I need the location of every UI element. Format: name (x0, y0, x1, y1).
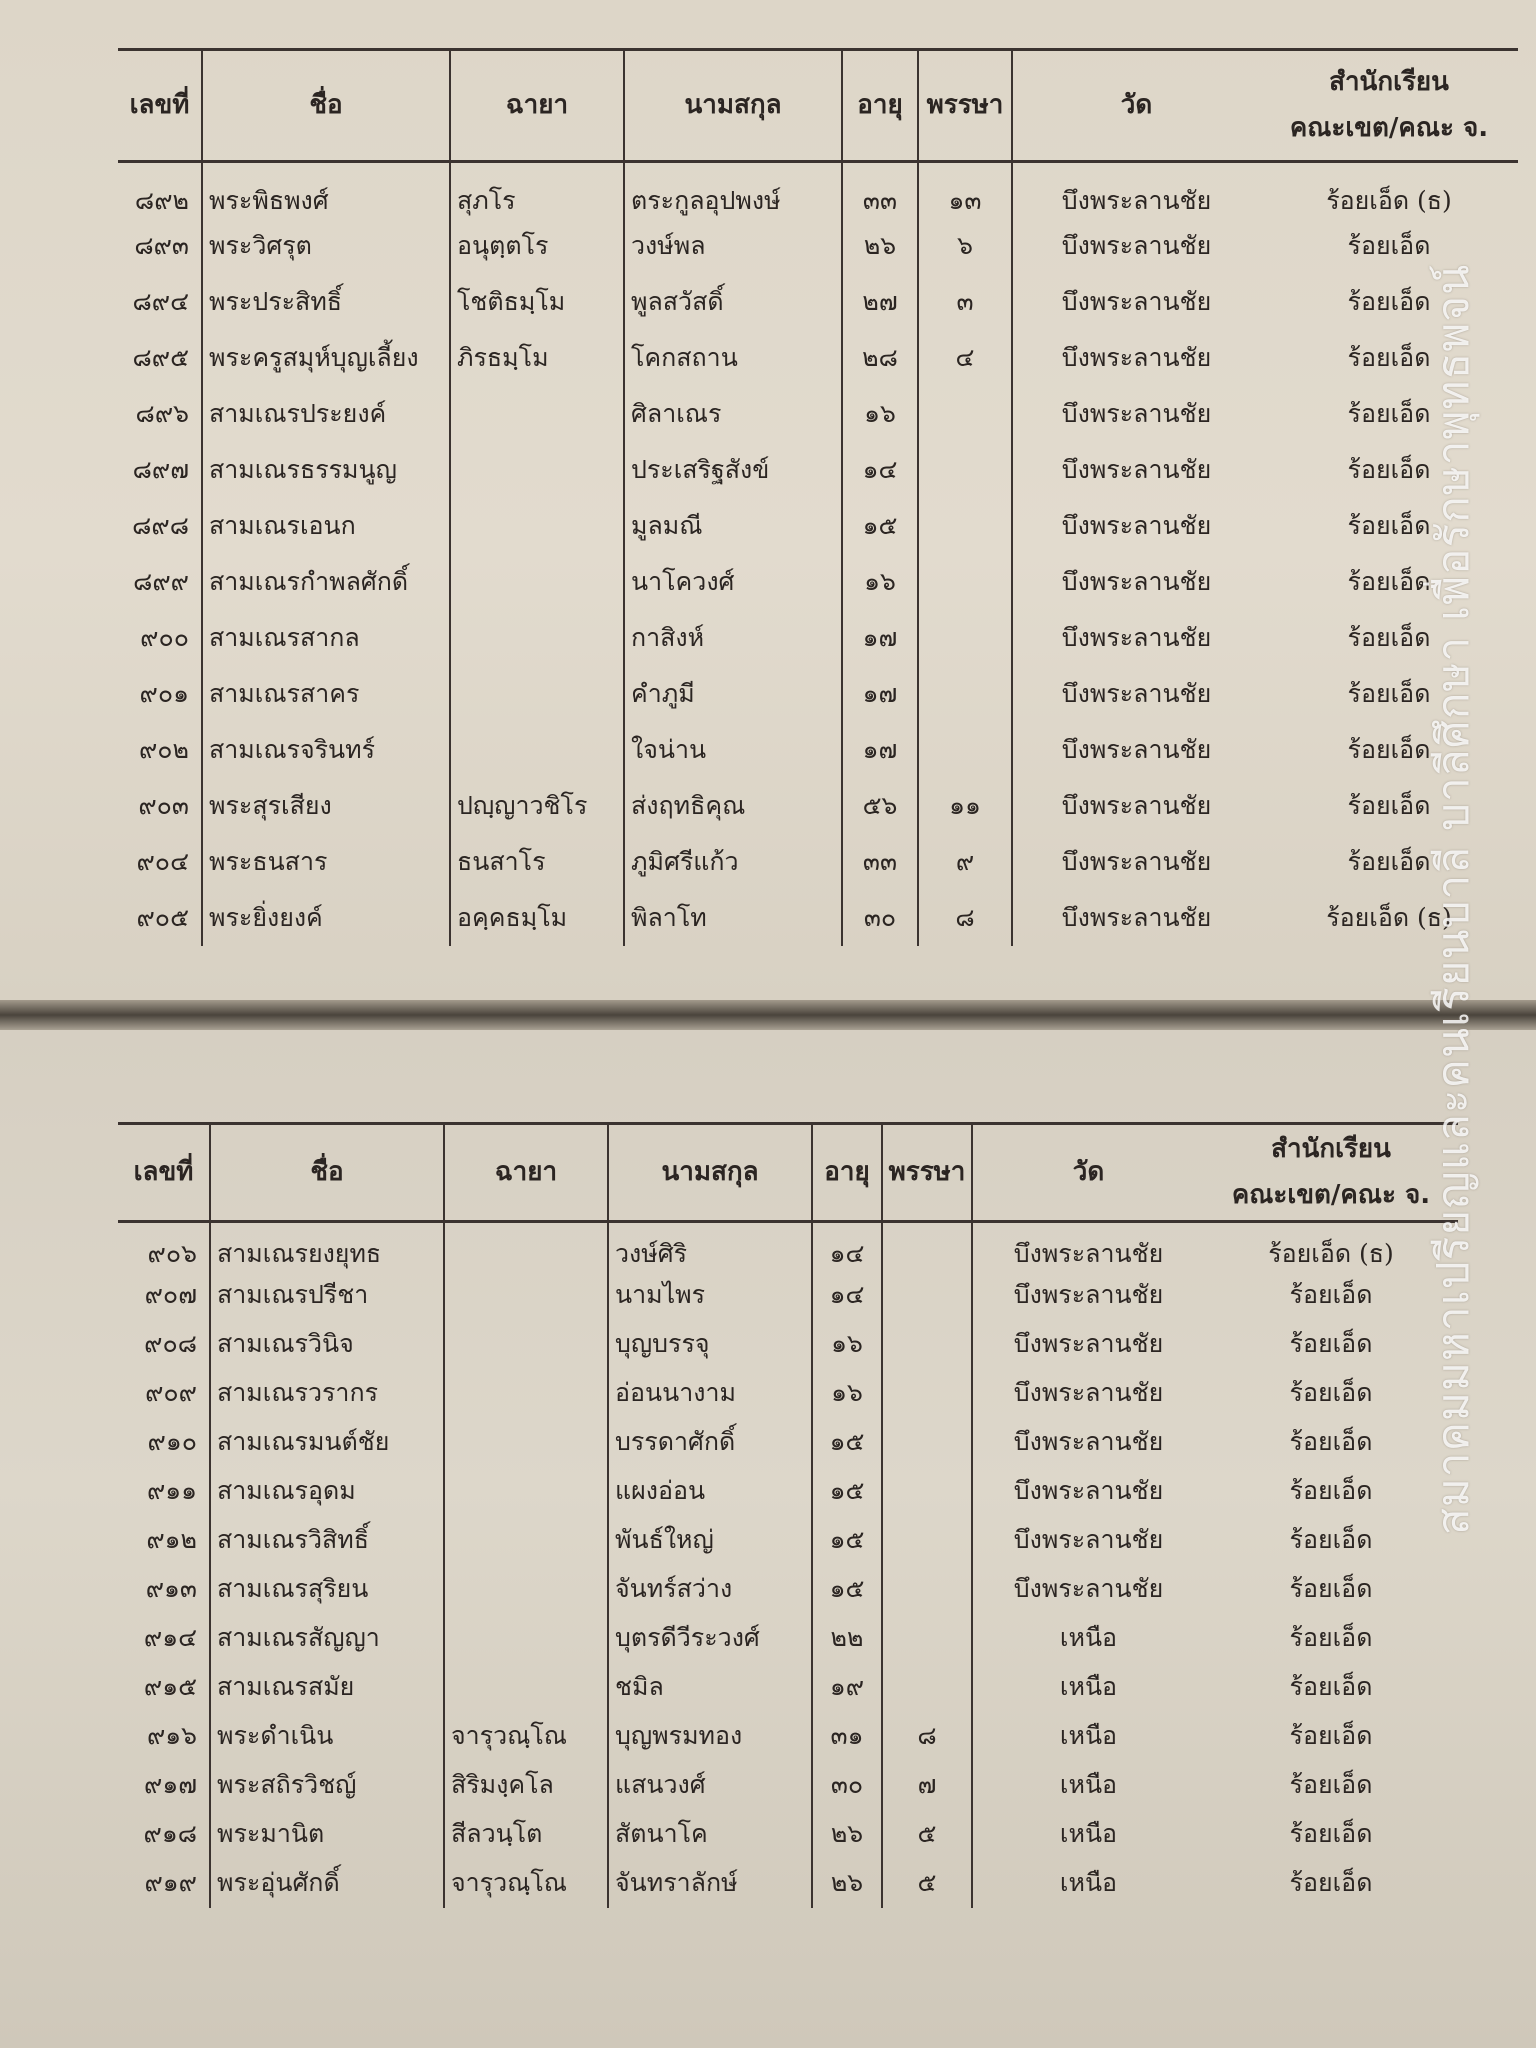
cell-chaya (444, 1271, 608, 1320)
cell-office: ร้อยเอ็ด (ธ) (1268, 1239, 1394, 1268)
cell-surname: พูลสวัสดิ์ (624, 274, 842, 330)
cell-age: ๓๐ (812, 1761, 882, 1810)
cell-name: สามเณรสัญญา (210, 1614, 444, 1663)
cell-office: ร้อยเอ็ด (1347, 846, 1431, 876)
cell-name: พระอุ่นศักดิ์ (210, 1859, 444, 1908)
cell-chaya: สิริมงฺคโล (444, 1761, 608, 1810)
cell-vassa: ๙ (918, 834, 1012, 890)
cell-no: ๙๐๗ (144, 1280, 197, 1310)
cell-vassa (882, 1418, 972, 1467)
cell-age: ๓๐ (842, 890, 918, 946)
cell-age: ๑๗ (842, 666, 918, 722)
cell-wat: บึงพระลานชัย (972, 1222, 1204, 1271)
cell-age: ๑๕ (812, 1418, 882, 1467)
cell-chaya (444, 1418, 608, 1467)
cell-no: ๙๑๓ (145, 1574, 197, 1604)
cell-office: ร้อยเอ็ด (1289, 1378, 1373, 1408)
cell-wat: บึงพระลานชัย (1012, 498, 1260, 554)
cell-office: ร้อยเอ็ด (1347, 454, 1431, 484)
cell-office: ร้อยเอ็ด (1347, 230, 1431, 260)
cell-chaya (444, 1222, 608, 1271)
cell-no: ๙๑๕ (143, 1672, 197, 1702)
cell-surname: บุตรดีวีระวงศ์ (608, 1614, 812, 1663)
cell-office: ร้อยเอ็ด (1289, 1329, 1373, 1359)
cell-surname: จันทราลักษ์ (608, 1859, 812, 1908)
table-row (118, 162, 1518, 218)
cell-vassa (882, 1222, 972, 1271)
cell-vassa: ๗ (882, 1761, 972, 1810)
header-wat: วัด (972, 1124, 1204, 1222)
cell-office: ร้อยเอ็ด (1347, 342, 1431, 372)
cell-age: ๑๔ (812, 1222, 882, 1271)
table-row (118, 218, 1518, 274)
cell-name: พระครูสมุห์บุญเลี้ยง (202, 330, 450, 386)
cell-surname: ส่งฤทธิคุณ (624, 778, 842, 834)
cell-surname: จันทร์สว่าง (608, 1565, 812, 1614)
cell-no: ๙๐๒ (138, 734, 189, 764)
cell-name: พระธนสาร (202, 834, 450, 890)
cell-vassa: ๑๓ (918, 162, 1012, 218)
cell-wat: เหนือ (972, 1761, 1204, 1810)
cell-wat: บึงพระลานชัย (1012, 610, 1260, 666)
cell-surname: ชมิล (608, 1663, 812, 1712)
register-body-top (118, 162, 1518, 946)
cell-surname: ศิลาเณร (624, 386, 842, 442)
cell-surname: กาสิงห์ (624, 610, 842, 666)
watermark-text: สมาคมมหาเปรียญและคนเรียนบาลี บาลีศึกษา เพื่อรักษาพุทธพจน์ (1428, 263, 1479, 1535)
cell-vassa (882, 1271, 972, 1320)
cell-office: ร้อยเอ็ด (1347, 566, 1431, 596)
cell-age: ๑๙ (812, 1663, 882, 1712)
cell-chaya (450, 498, 624, 554)
cell-no: ๙๑๖ (146, 1721, 197, 1751)
cell-vassa (918, 442, 1012, 498)
cell-no: ๘๙๕ (132, 342, 189, 372)
cell-surname: พันธ์ใหญ่ (608, 1516, 812, 1565)
header-chaya: ฉายา (450, 50, 624, 162)
table-row (118, 1418, 1458, 1467)
cell-no: ๙๑๘ (143, 1819, 197, 1849)
header-surname: นามสกุล (608, 1124, 812, 1222)
cell-office: ร้อยเอ็ด (1289, 1476, 1373, 1506)
cell-wat: บึงพระลานชัย (1012, 554, 1260, 610)
cell-vassa: ๕ (882, 1810, 972, 1859)
cell-no: ๙๑๑ (146, 1476, 197, 1506)
table-row (118, 498, 1518, 554)
table-row (118, 1516, 1458, 1565)
cell-no: ๙๐๔ (136, 846, 189, 876)
cell-vassa (918, 610, 1012, 666)
cell-wat: บึงพระลานชัย (1012, 890, 1260, 946)
cell-vassa (918, 554, 1012, 610)
cell-surname: มูลมณี (624, 498, 842, 554)
header-surname: นามสกุล (624, 50, 842, 162)
header-office-title: สำนักเรียน (1329, 67, 1449, 98)
cell-wat: บึงพระลานชัย (1012, 330, 1260, 386)
cell-name: สามเณรธรรมนูญ (202, 442, 450, 498)
cell-office: ร้อยเอ็ด (1289, 1868, 1373, 1898)
header-no: เลขที่ (118, 50, 202, 162)
cell-office: ร้อยเอ็ด (1289, 1525, 1373, 1555)
cell-chaya: ปญฺญาวชิโร (450, 778, 624, 834)
header-name: ชื่อ (210, 1124, 444, 1222)
cell-chaya (444, 1320, 608, 1369)
cell-no: ๘๙๘ (132, 510, 189, 540)
table-row (118, 1712, 1458, 1761)
header-vassa: พรรษา (882, 1124, 972, 1222)
cell-wat: บึงพระลานชัย (972, 1320, 1204, 1369)
cell-wat: บึงพระลานชัย (1012, 778, 1260, 834)
cell-vassa: ๕ (882, 1859, 972, 1908)
cell-office: ร้อยเอ็ด (ธ) (1326, 185, 1452, 215)
cell-vassa (882, 1320, 972, 1369)
table-row (118, 1859, 1458, 1908)
table-row (118, 1663, 1458, 1712)
header-no: เลขที่ (118, 1124, 210, 1222)
table-row (118, 722, 1518, 778)
cell-surname: วงษ์พล (624, 218, 842, 274)
cell-name: สามเณรยงยุทธ (210, 1222, 444, 1271)
cell-surname: โคกสถาน (624, 330, 842, 386)
cell-no: ๙๑๔ (143, 1623, 197, 1653)
cell-vassa (882, 1467, 972, 1516)
cell-name: สามเณรเอนก (202, 498, 450, 554)
cell-office: ร้อยเอ็ด (1289, 1574, 1373, 1604)
cell-vassa (918, 498, 1012, 554)
cell-vassa: ๘ (918, 890, 1012, 946)
cell-age: ๑๗ (842, 722, 918, 778)
cell-no: ๙๑๙ (144, 1868, 197, 1898)
cell-no: ๙๐๘ (144, 1329, 197, 1359)
cell-no: ๙๐๕ (136, 902, 189, 932)
header-office-title: สำนักเรียน (1271, 1134, 1391, 1165)
cell-chaya (444, 1614, 608, 1663)
cell-office: ร้อยเอ็ด (1289, 1721, 1373, 1751)
cell-name: สามเณรประยงค์ (202, 386, 450, 442)
table-row (118, 1565, 1458, 1614)
cell-no: ๙๐๐ (140, 622, 189, 652)
cell-vassa: ๑๑ (918, 778, 1012, 834)
cell-office: ร้อยเอ็ด (ธ) (1326, 902, 1452, 932)
cell-name: สามเณรสากล (202, 610, 450, 666)
cell-surname: ตระกูลอุปพงษ์ (624, 162, 842, 218)
cell-vassa (918, 722, 1012, 778)
cell-chaya (450, 610, 624, 666)
cell-age: ๑๖ (812, 1320, 882, 1369)
table-row (118, 610, 1518, 666)
cell-chaya: โชติธมฺโม (450, 274, 624, 330)
cell-surname: บุญบรรจุ (608, 1320, 812, 1369)
header-wat: วัด (1012, 50, 1260, 162)
cell-wat: บึงพระลานชัย (1012, 218, 1260, 274)
cell-office: ร้อยเอ็ด (1347, 734, 1431, 764)
cell-wat: บึงพระลานชัย (972, 1565, 1204, 1614)
cell-no: ๙๐๑ (139, 678, 189, 708)
cell-name: สามเณรมนต์ชัย (210, 1418, 444, 1467)
header-row (118, 1124, 1458, 1222)
header-office-sub: คณะเขต/คณะ จ. (1231, 1179, 1431, 1210)
cell-office: ร้อยเอ็ด (1347, 678, 1431, 708)
cell-age: ๑๔ (812, 1271, 882, 1320)
cell-age: ๒๖ (842, 218, 918, 274)
table-row (118, 554, 1518, 610)
cell-wat: บึงพระลานชัย (1012, 386, 1260, 442)
cell-chaya (450, 666, 624, 722)
cell-wat: เหนือ (972, 1712, 1204, 1761)
cell-name: สามเณรสาคร (202, 666, 450, 722)
table-row (118, 1320, 1458, 1369)
cell-age: ๑๖ (842, 554, 918, 610)
cell-surname: พิลาโท (624, 890, 842, 946)
table-row (118, 386, 1518, 442)
table-row (118, 1467, 1458, 1516)
cell-age: ๑๖ (812, 1369, 882, 1418)
cell-surname: บรรดาศักดิ์ (608, 1418, 812, 1467)
cell-age: ๓๓ (842, 834, 918, 890)
cell-wat: บึงพระลานชัย (1012, 666, 1260, 722)
cell-age: ๓๓ (842, 162, 918, 218)
table-row (118, 834, 1518, 890)
header-chaya: ฉายา (444, 1124, 608, 1222)
cell-no: ๘๙๙ (133, 566, 189, 596)
cell-age: ๒๘ (842, 330, 918, 386)
table-row (118, 330, 1518, 386)
cell-name: พระยิ่งยงค์ (202, 890, 450, 946)
cell-age: ๑๕ (842, 498, 918, 554)
table-row (118, 1222, 1458, 1271)
cell-chaya (444, 1516, 608, 1565)
table-row (118, 1761, 1458, 1810)
cell-name: พระสถิรวิชญ์ (210, 1761, 444, 1810)
cell-no: ๙๑๒ (146, 1525, 197, 1555)
cell-name: สามเณรกำพลศักดิ์ (202, 554, 450, 610)
cell-age: ๑๗ (842, 610, 918, 666)
cell-age: ๒๖ (812, 1859, 882, 1908)
cell-name: สามเณรจรินทร์ (202, 722, 450, 778)
cell-age: ๒๖ (812, 1810, 882, 1859)
cell-name: พระสุรเสียง (202, 778, 450, 834)
cell-wat: บึงพระลานชัย (1012, 722, 1260, 778)
cell-chaya (444, 1467, 608, 1516)
register-table-bottom (118, 1122, 1458, 1908)
cell-vassa (918, 386, 1012, 442)
header-vassa: พรรษา (918, 50, 1012, 162)
cell-chaya: สุภโร (450, 162, 624, 218)
cell-chaya: อนุตฺตโร (450, 218, 624, 274)
header-office-sub: คณะเขต/คณะ จ. (1289, 112, 1489, 143)
header-age: อายุ (842, 50, 918, 162)
cell-name: พระดำเนิน (210, 1712, 444, 1761)
table-row (118, 1369, 1458, 1418)
book-gutter (0, 1000, 1536, 1030)
cell-surname: อ่อนนางาม (608, 1369, 812, 1418)
cell-wat: บึงพระลานชัย (1012, 442, 1260, 498)
register-table-top (118, 48, 1518, 946)
cell-wat: บึงพระลานชัย (1012, 162, 1260, 218)
cell-vassa (918, 666, 1012, 722)
cell-surname: แผงอ่อน (608, 1467, 812, 1516)
table-row (118, 274, 1518, 330)
cell-wat: เหนือ (972, 1663, 1204, 1712)
cell-wat: เหนือ (972, 1810, 1204, 1859)
cell-vassa (882, 1614, 972, 1663)
cell-office: ร้อยเอ็ด (1289, 1623, 1373, 1653)
cell-surname: แสนวงศ์ (608, 1761, 812, 1810)
cell-wat: เหนือ (972, 1614, 1204, 1663)
cell-vassa (882, 1369, 972, 1418)
cell-chaya: จารุวณฺโณ (444, 1712, 608, 1761)
cell-office: ร้อยเอ็ด (1289, 1819, 1373, 1849)
cell-vassa (882, 1565, 972, 1614)
cell-vassa: ๔ (918, 330, 1012, 386)
cell-age: ๒๗ (842, 274, 918, 330)
cell-name: สามเณรอุดม (210, 1467, 444, 1516)
cell-office: ร้อยเอ็ด (1347, 510, 1431, 540)
header-age: อายุ (812, 1124, 882, 1222)
cell-vassa: ๘ (882, 1712, 972, 1761)
cell-wat: บึงพระลานชัย (972, 1271, 1204, 1320)
cell-office: ร้อยเอ็ด (1347, 790, 1431, 820)
cell-no: ๘๙๗ (132, 454, 189, 484)
cell-age: ๒๒ (812, 1614, 882, 1663)
cell-age: ๕๖ (842, 778, 918, 834)
cell-name: พระประสิทธิ์ (202, 274, 450, 330)
cell-chaya: จารุวณฺโณ (444, 1859, 608, 1908)
cell-name: สามเณรวรากร (210, 1369, 444, 1418)
cell-wat: บึงพระลานชัย (972, 1516, 1204, 1565)
table-row (118, 1810, 1458, 1859)
cell-chaya: ธนสาโร (450, 834, 624, 890)
cell-name: สามเณรวิสิทธิ์ (210, 1516, 444, 1565)
cell-age: ๑๕ (812, 1516, 882, 1565)
cell-no: ๘๙๒ (134, 185, 189, 215)
top-page (0, 0, 1536, 1000)
cell-age: ๑๕ (812, 1565, 882, 1614)
table-row (118, 890, 1518, 946)
header-row (118, 50, 1518, 162)
cell-no: ๙๑๐ (147, 1427, 197, 1457)
cell-name: พระพิธพงศ์ (202, 162, 450, 218)
cell-chaya: สีลวนฺโต (444, 1810, 608, 1859)
cell-surname: ภูมิศรีแก้ว (624, 834, 842, 890)
cell-chaya (444, 1369, 608, 1418)
cell-surname: บุญพรมทอง (608, 1712, 812, 1761)
table-row (118, 778, 1518, 834)
cell-office: ร้อยเอ็ด (1289, 1672, 1373, 1702)
table-row (118, 666, 1518, 722)
cell-age: ๓๑ (812, 1712, 882, 1761)
cell-surname: ประเสริฐสังข์ (624, 442, 842, 498)
cell-no: ๙๐๓ (138, 790, 189, 820)
cell-chaya (444, 1663, 608, 1712)
cell-chaya (450, 722, 624, 778)
table-row (118, 442, 1518, 498)
cell-surname: นามไพร (608, 1271, 812, 1320)
cell-office: ร้อยเอ็ด (1347, 286, 1431, 316)
cell-name: พระวิศรุต (202, 218, 450, 274)
table-row (118, 1271, 1458, 1320)
cell-chaya: ภิรธมฺโม (450, 330, 624, 386)
cell-wat: บึงพระลานชัย (1012, 274, 1260, 330)
cell-vassa: ๓ (918, 274, 1012, 330)
cell-chaya (450, 442, 624, 498)
cell-vassa (882, 1663, 972, 1712)
cell-name: พระมานิต (210, 1810, 444, 1859)
header-name: ชื่อ (202, 50, 450, 162)
cell-office: ร้อยเอ็ด (1289, 1280, 1373, 1310)
cell-office: ร้อยเอ็ด (1289, 1427, 1373, 1457)
cell-no: ๘๙๓ (134, 230, 189, 260)
cell-vassa (882, 1516, 972, 1565)
cell-chaya (450, 554, 624, 610)
cell-no: ๙๑๗ (144, 1770, 197, 1800)
cell-no: ๘๙๔ (132, 286, 189, 316)
cell-surname: ใจน่าน (624, 722, 842, 778)
cell-wat: เหนือ (972, 1859, 1204, 1908)
cell-age: ๑๕ (812, 1467, 882, 1516)
cell-name: สามเณรสุริยน (210, 1565, 444, 1614)
cell-chaya (444, 1565, 608, 1614)
cell-no: ๙๐๙ (145, 1378, 197, 1408)
cell-vassa: ๖ (918, 218, 1012, 274)
cell-name: สามเณรวินิจ (210, 1320, 444, 1369)
cell-office: ร้อยเอ็ด (1347, 622, 1431, 652)
cell-no: ๘๙๖ (135, 398, 189, 428)
cell-office: ร้อยเอ็ด (1289, 1770, 1373, 1800)
cell-name: สามเณรสมัย (210, 1663, 444, 1712)
cell-chaya (450, 386, 624, 442)
cell-wat: บึงพระลานชัย (1012, 834, 1260, 890)
cell-age: ๑๖ (842, 386, 918, 442)
cell-wat: บึงพระลานชัย (972, 1467, 1204, 1516)
cell-wat: บึงพระลานชัย (972, 1418, 1204, 1467)
cell-wat: บึงพระลานชัย (972, 1369, 1204, 1418)
bottom-page (0, 1030, 1536, 2048)
cell-surname: สัตนาโค (608, 1810, 812, 1859)
cell-chaya: อคฺคธมฺโม (450, 890, 624, 946)
cell-office: ร้อยเอ็ด (1347, 398, 1431, 428)
cell-no: ๙๐๖ (147, 1239, 197, 1268)
cell-surname: คำภูมี (624, 666, 842, 722)
cell-surname: วงษ์ศิริ (608, 1222, 812, 1271)
register-body-bottom (118, 1222, 1458, 1908)
cell-name: สามเณรปรีชา (210, 1271, 444, 1320)
cell-age: ๑๔ (842, 442, 918, 498)
table-row (118, 1614, 1458, 1663)
cell-surname: นาโควงศ์ (624, 554, 842, 610)
